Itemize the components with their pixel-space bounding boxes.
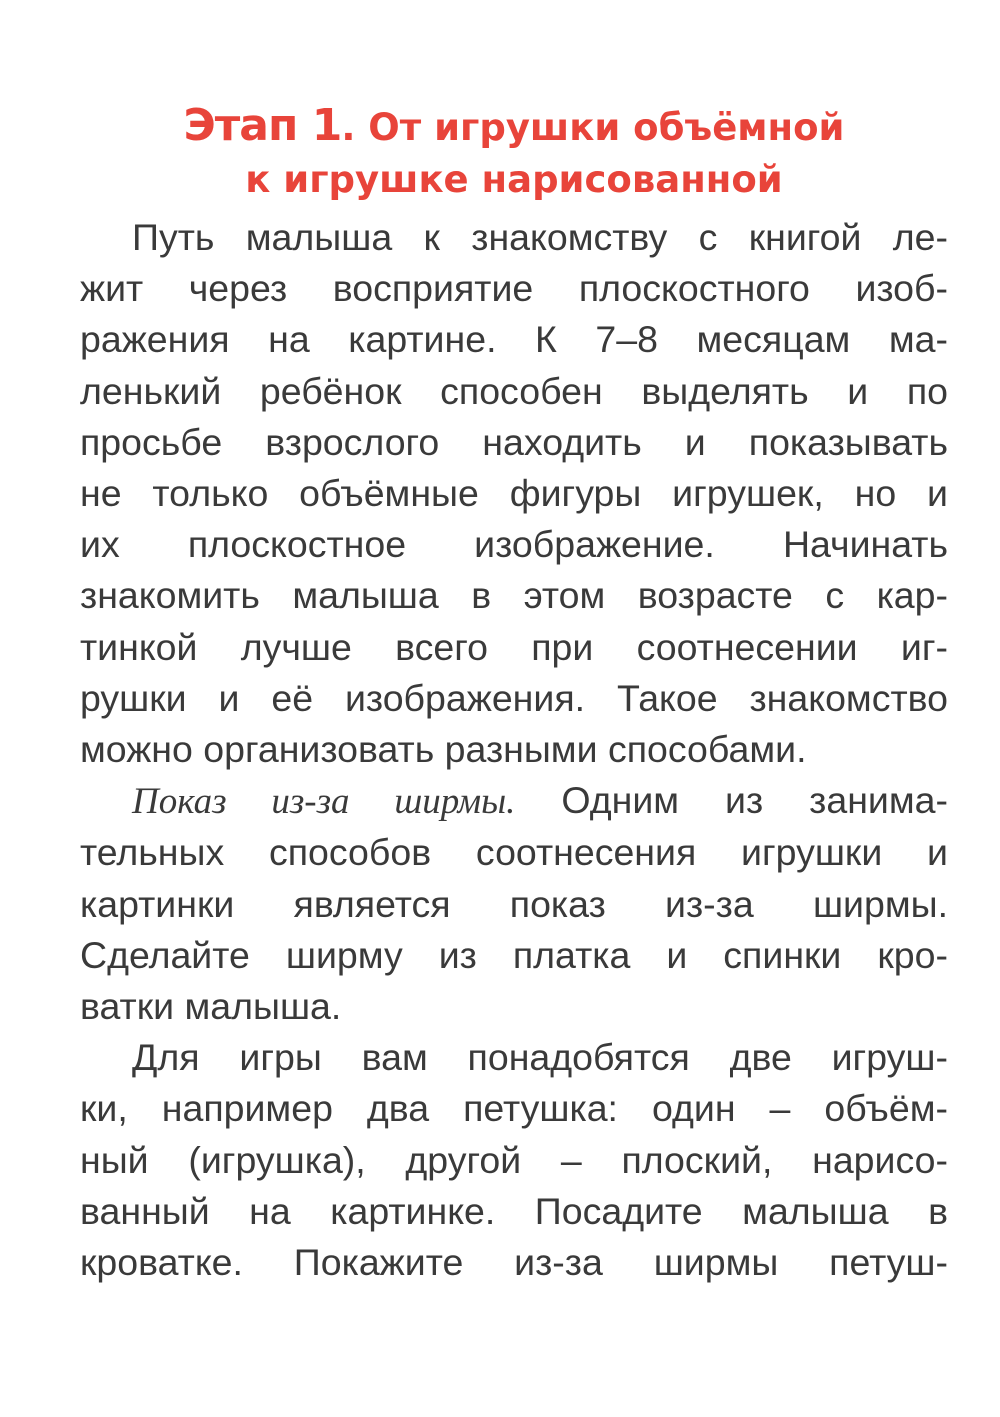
paragraph-1 [80, 212, 948, 775]
text-line: знакомить малыша в этом возрасте с кар- [80, 574, 948, 617]
text-line: ки, например два петушка: один – объём- [80, 1087, 948, 1130]
heading-title-line1: От игрушки объёмной [368, 106, 845, 149]
heading-title-line2: к игрушке нарисованной [245, 158, 783, 201]
text-line: ленький ребёнок способен выделять и по [80, 369, 948, 412]
text-line: их плоскостное изображение. Начинать [80, 523, 948, 566]
text-line: не только объёмные фигуры игрушек, но и [80, 472, 948, 515]
text-line: ватки малыша. [80, 985, 342, 1028]
first-line-rest: Одним из занима- [561, 779, 949, 822]
section-heading [80, 100, 948, 206]
text-line [80, 775, 948, 827]
text-line: Сделайте ширму из платка и спинки кро- [80, 933, 948, 976]
text-line: ражения на картине. К 7–8 месяцам ма- [80, 318, 948, 361]
paragraph-2 [80, 775, 948, 1032]
text-line: кроватке. Покажите из-за ширмы петуш- [80, 1241, 948, 1284]
text-line: тинкой лучше всего при соотнесении иг- [80, 625, 948, 668]
text-line: тельных способов соотнесения игрушки и [80, 831, 948, 874]
heading-separator: . [341, 106, 356, 149]
stage-label: Этап 1 [183, 100, 342, 151]
text-line: Для игры вам понадобятся две игруш- [132, 1036, 948, 1079]
italic-lead: Показ из-за ширмы. [132, 781, 516, 823]
text-line: жит через восприятие плоскостного изоб- [80, 267, 948, 310]
text-line: картинки является показ из-за ширмы. [80, 882, 948, 925]
paragraph-3 [80, 1032, 948, 1288]
text-line: можно организовать разными способами. [80, 728, 807, 771]
text-line: ванный на картинке. Посадите малыша в [80, 1189, 948, 1232]
text-line: рушки и её изображения. Такое знакомство [80, 676, 948, 719]
text-line: Путь малыша к знакомству с книгой ле- [132, 216, 948, 258]
text-line: просьбе взрослого находить и показывать [80, 420, 948, 463]
body-text [80, 212, 948, 1288]
text-line: ный (игрушка), другой – плоский, нарисо- [80, 1138, 948, 1181]
